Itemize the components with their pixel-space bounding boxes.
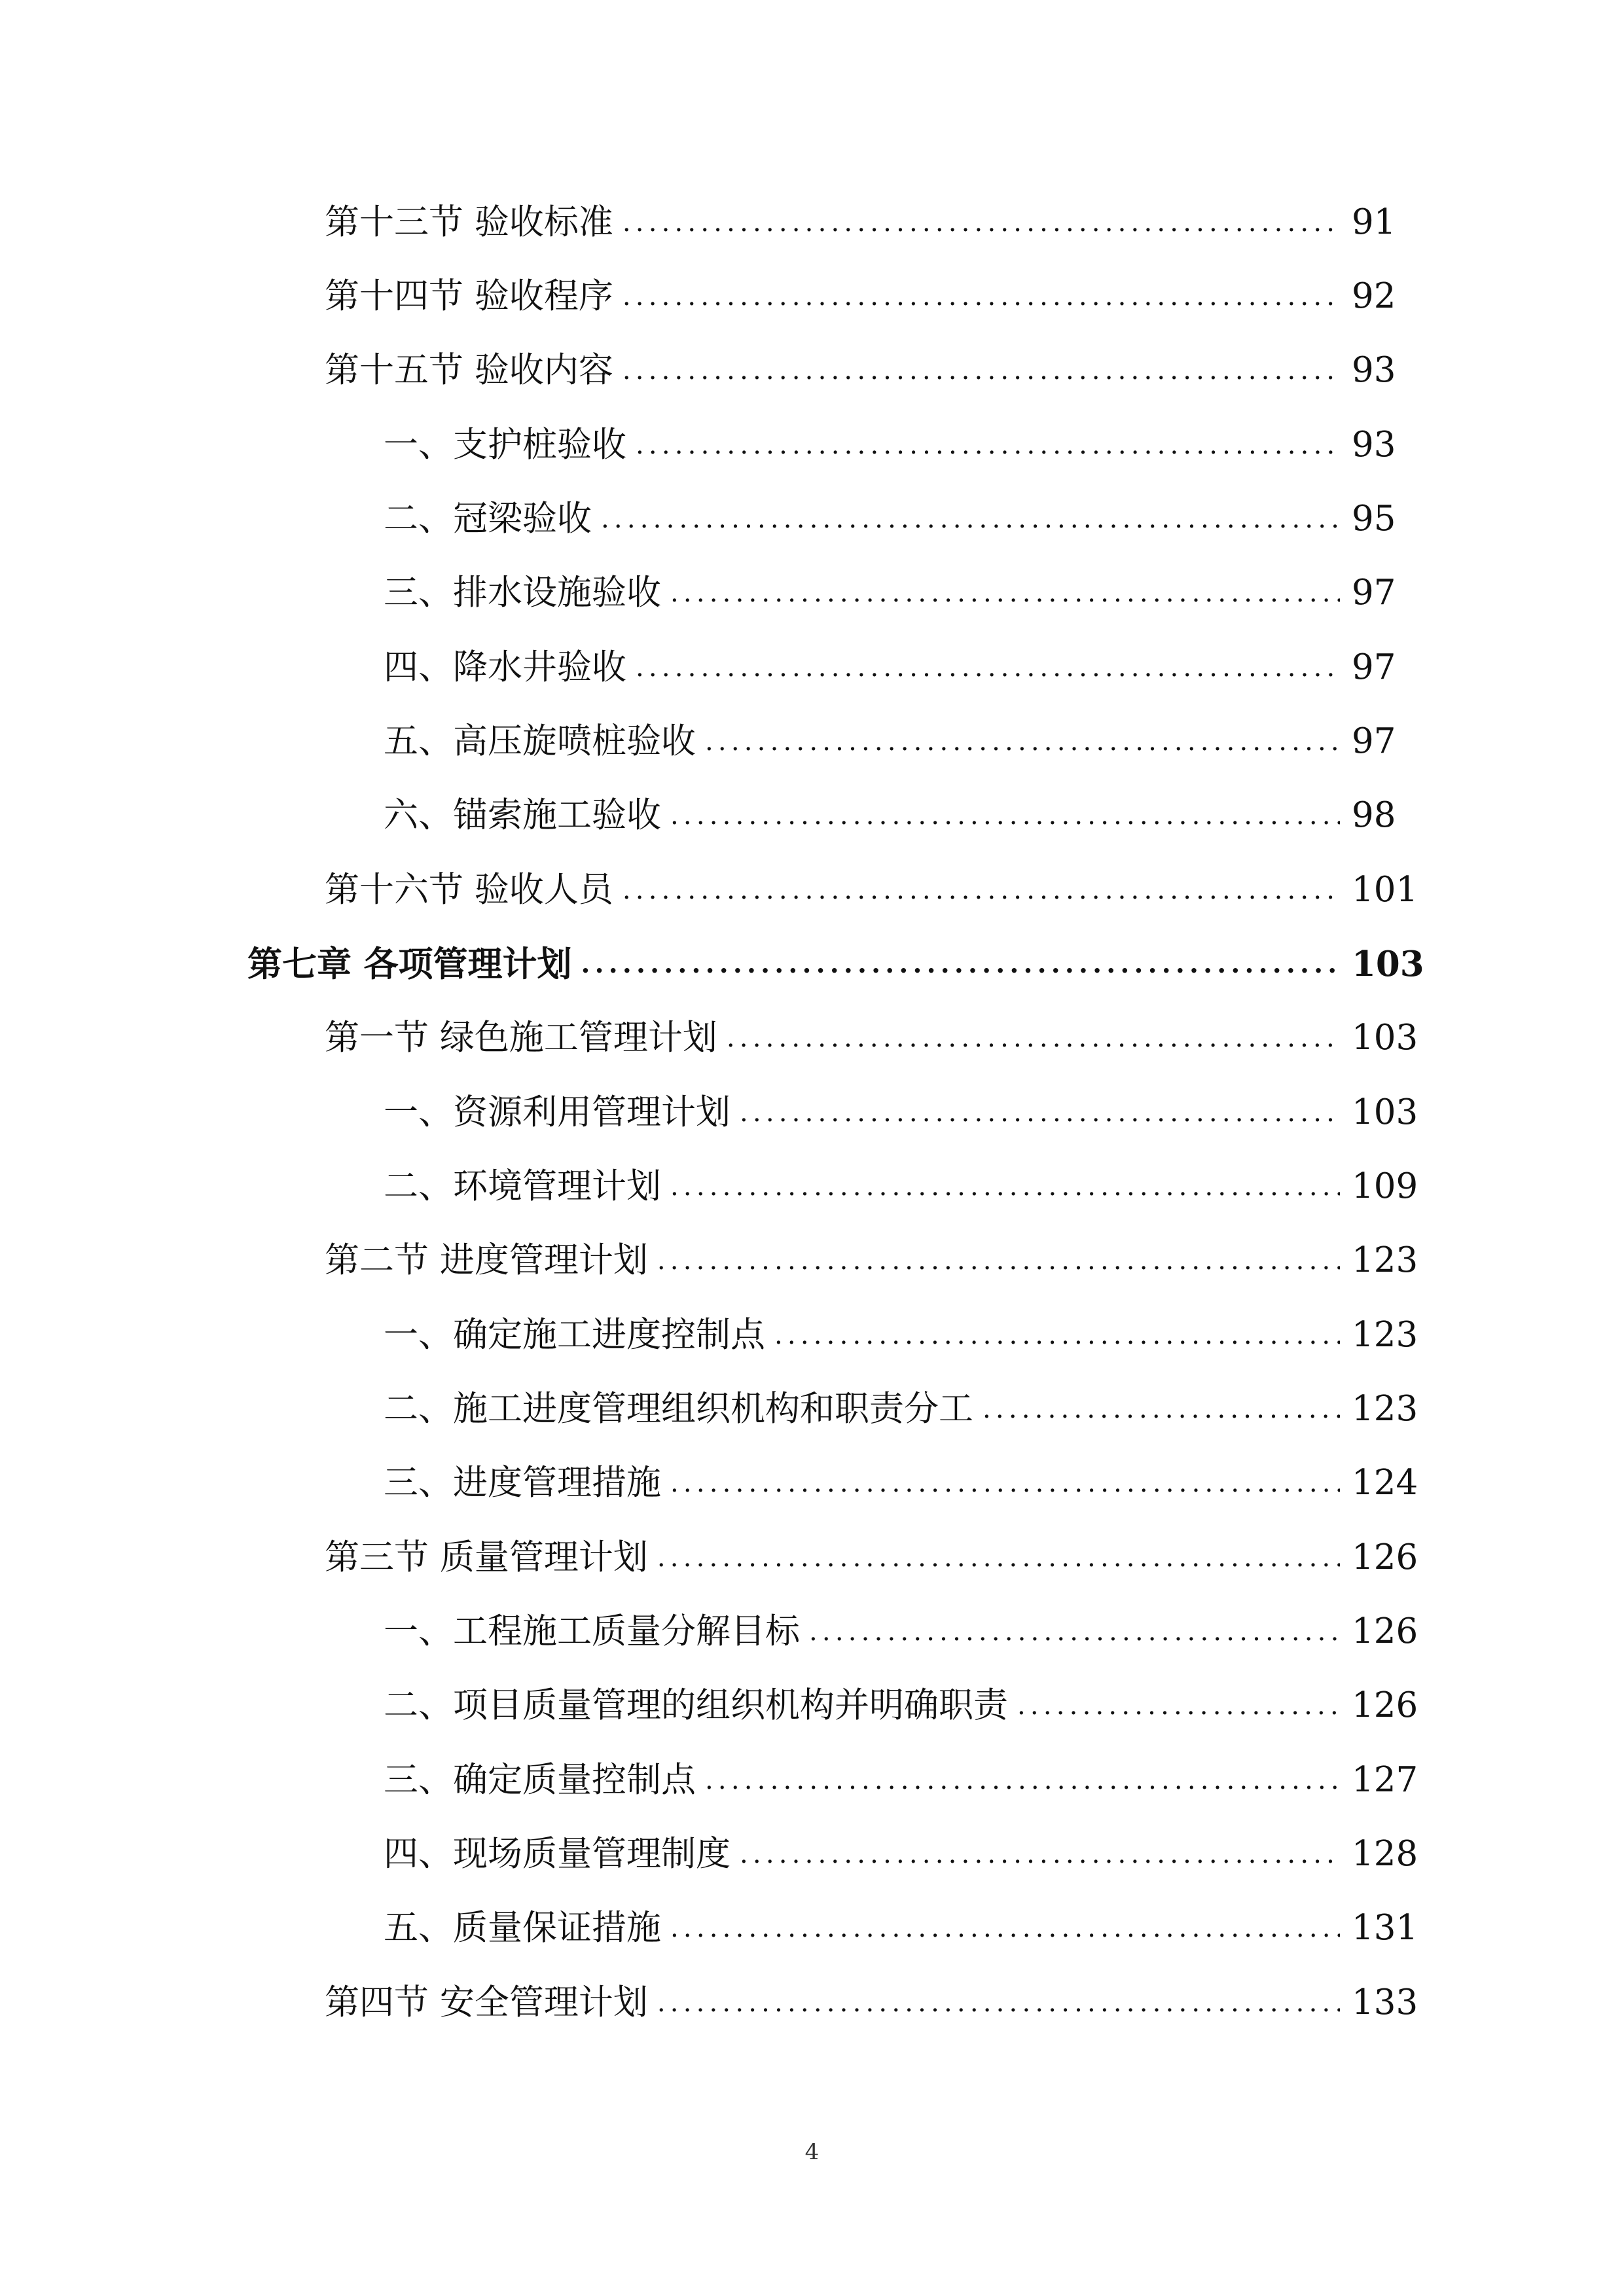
toc-entry-label: 三、确定质量控制点 bbox=[384, 1760, 696, 1800]
toc-entry-label: 第一节 绿色施工管理计划 bbox=[325, 1018, 717, 1058]
toc-entry-subsection[interactable] bbox=[0, 493, 1396, 545]
toc-dot-leader bbox=[740, 1828, 1340, 1880]
toc-entry-page: 97 bbox=[1352, 721, 1396, 761]
toc-entry-page: 126 bbox=[1352, 1685, 1418, 1725]
toc-entry-subsection[interactable] bbox=[0, 1309, 1418, 1361]
toc-entry-section[interactable] bbox=[0, 1532, 1418, 1584]
toc-dot-leader bbox=[670, 567, 1340, 619]
toc-entry-page: 126 bbox=[1352, 1537, 1418, 1577]
toc-dot-leader bbox=[581, 938, 1340, 990]
toc-entry-subsection[interactable] bbox=[0, 1457, 1418, 1509]
toc-dot-leader bbox=[809, 1605, 1340, 1658]
toc-entry-label: 五、高压旋喷桩验收 bbox=[384, 721, 696, 761]
toc-entry-subsection[interactable] bbox=[0, 1902, 1418, 1954]
toc-entry-section[interactable] bbox=[0, 270, 1396, 323]
toc-entry-page: 109 bbox=[1352, 1166, 1418, 1206]
toc-dot-leader bbox=[623, 344, 1340, 397]
toc-entry-label: 二、冠梁验收 bbox=[384, 499, 592, 539]
toc-entry-page: 131 bbox=[1352, 1908, 1418, 1948]
toc-entry-page: 128 bbox=[1352, 1834, 1418, 1874]
toc-entry-label: 一、工程施工质量分解目标 bbox=[384, 1611, 800, 1651]
toc-entry-subsection[interactable] bbox=[0, 419, 1396, 471]
toc-entry-label: 第三节 质量管理计划 bbox=[325, 1537, 648, 1577]
toc-entry-section[interactable] bbox=[0, 344, 1396, 397]
toc-dot-leader bbox=[657, 1977, 1340, 2029]
toc-entry-page: 97 bbox=[1352, 573, 1396, 613]
toc-entry-page: 133 bbox=[1352, 1982, 1418, 2022]
toc-dot-leader bbox=[705, 715, 1340, 768]
toc-dot-leader bbox=[705, 1754, 1340, 1806]
toc-dot-leader bbox=[983, 1383, 1340, 1435]
toc-entry-subsection[interactable] bbox=[0, 1828, 1418, 1880]
toc-entry-page: 103 bbox=[1352, 944, 1424, 984]
toc-entry-page: 91 bbox=[1352, 202, 1396, 242]
toc-dot-leader bbox=[623, 196, 1340, 249]
toc-entry-label: 第十三节 验收标准 bbox=[325, 202, 613, 242]
toc-entry-page: 103 bbox=[1352, 1018, 1418, 1058]
toc-entry-label: 一、支护桩验收 bbox=[384, 425, 626, 465]
toc-dot-leader bbox=[636, 419, 1340, 471]
toc-dot-leader bbox=[1017, 1679, 1340, 1732]
toc-entry-page: 126 bbox=[1352, 1611, 1418, 1651]
toc-entry-page: 127 bbox=[1352, 1760, 1418, 1800]
toc-entry-section[interactable] bbox=[0, 864, 1418, 916]
toc-entry-subsection[interactable] bbox=[0, 567, 1396, 619]
toc-entry-label: 二、施工进度管理组织机构和职责分工 bbox=[384, 1389, 973, 1429]
toc-entry-label: 四、降水井验收 bbox=[384, 647, 626, 687]
toc-entry-subsection[interactable] bbox=[0, 641, 1396, 694]
toc-entry-label: 二、项目质量管理的组织机构并明确职责 bbox=[384, 1685, 1008, 1725]
toc-entry-page: 123 bbox=[1352, 1389, 1418, 1429]
toc-entry-label: 三、排水设施验收 bbox=[384, 573, 661, 613]
toc-entry-label: 第十五节 验收内容 bbox=[325, 350, 613, 390]
toc-entry-page: 93 bbox=[1352, 350, 1396, 390]
toc-entry-label: 第四节 安全管理计划 bbox=[325, 1982, 648, 2022]
toc-entry-page: 101 bbox=[1352, 870, 1418, 910]
toc-dot-leader bbox=[623, 270, 1340, 323]
toc-entry-page: 98 bbox=[1352, 795, 1396, 835]
toc-entry-page: 95 bbox=[1352, 499, 1396, 539]
toc-entry-section[interactable] bbox=[0, 1012, 1418, 1064]
toc-entry-label: 六、锚索施工验收 bbox=[384, 795, 661, 835]
toc-dot-leader bbox=[670, 789, 1340, 842]
toc-dot-leader bbox=[670, 1457, 1340, 1509]
toc-entry-subsection[interactable] bbox=[0, 789, 1396, 842]
toc-entry-label: 二、环境管理计划 bbox=[384, 1166, 661, 1206]
toc-entry-subsection[interactable] bbox=[0, 1754, 1418, 1806]
toc-entry-label: 一、资源利用管理计划 bbox=[384, 1092, 731, 1132]
toc-entry-page: 123 bbox=[1352, 1315, 1418, 1355]
toc-entry-page: 123 bbox=[1352, 1240, 1418, 1280]
toc-dot-leader bbox=[670, 1160, 1340, 1213]
toc-entry-subsection[interactable] bbox=[0, 1383, 1418, 1435]
page-number: 4 bbox=[804, 2139, 820, 2165]
toc-entry-page: 93 bbox=[1352, 425, 1396, 465]
toc-entry-subsection[interactable] bbox=[0, 1605, 1418, 1658]
toc-entry-label: 四、现场质量管理制度 bbox=[384, 1834, 731, 1874]
toc-dot-leader bbox=[601, 493, 1340, 545]
toc-dot-leader bbox=[657, 1234, 1340, 1287]
toc-dot-leader bbox=[636, 641, 1340, 694]
toc-entry-label: 五、质量保证措施 bbox=[384, 1908, 661, 1948]
toc-entry-subsection[interactable] bbox=[0, 715, 1396, 768]
toc-entry-page: 103 bbox=[1352, 1092, 1418, 1132]
toc-entry-label: 第十四节 验收程序 bbox=[325, 276, 613, 316]
toc-dot-leader bbox=[657, 1532, 1340, 1584]
toc-entry-label: 第十六节 验收人员 bbox=[325, 870, 613, 910]
toc-entry-label: 一、确定施工进度控制点 bbox=[384, 1315, 765, 1355]
toc-entry-page: 124 bbox=[1352, 1463, 1418, 1503]
toc-entry-page: 92 bbox=[1352, 276, 1396, 316]
toc-entry-subsection[interactable] bbox=[0, 1160, 1418, 1213]
toc-entry-label: 第七章 各项管理计划 bbox=[247, 944, 572, 984]
toc-entry-page: 97 bbox=[1352, 647, 1396, 687]
toc-dot-leader bbox=[740, 1086, 1340, 1139]
toc-dot-leader bbox=[623, 864, 1340, 916]
toc-entry-subsection[interactable] bbox=[0, 1679, 1418, 1732]
toc-entry-chapter[interactable] bbox=[0, 938, 1424, 990]
toc-entry-subsection[interactable] bbox=[0, 1086, 1418, 1139]
toc-entry-section[interactable] bbox=[0, 1234, 1418, 1287]
toc-entry-label: 三、进度管理措施 bbox=[384, 1463, 661, 1503]
toc-entry-section[interactable] bbox=[0, 196, 1396, 249]
toc-dot-leader bbox=[774, 1309, 1340, 1361]
toc-entry-section[interactable] bbox=[0, 1977, 1418, 2029]
toc-dot-leader bbox=[670, 1902, 1340, 1954]
toc-entry-label: 第二节 进度管理计划 bbox=[325, 1240, 648, 1280]
toc-dot-leader bbox=[727, 1012, 1340, 1064]
